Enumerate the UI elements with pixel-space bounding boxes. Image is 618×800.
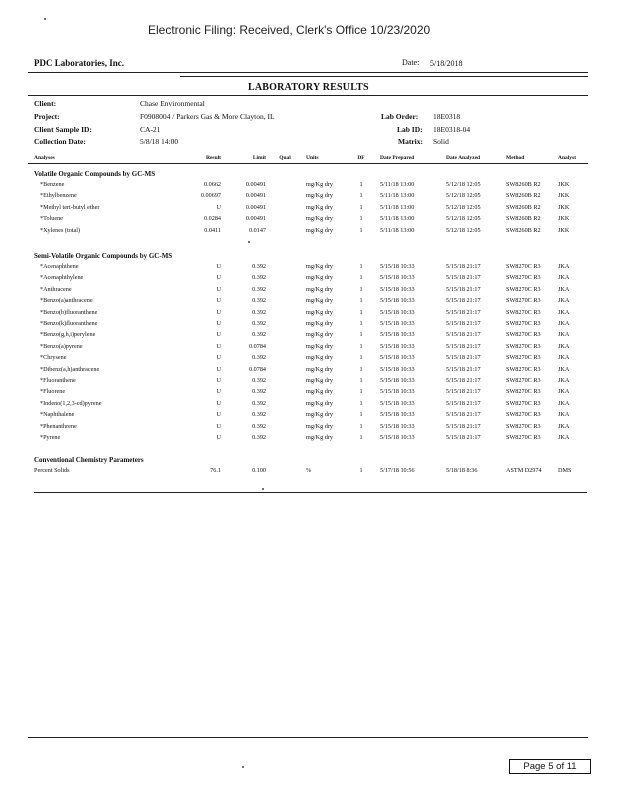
cell-units: mg/Kg dry bbox=[306, 263, 333, 270]
cell-method: SW8270C R3 bbox=[506, 285, 541, 293]
cell-date-analyzed: 5/12/18 12:05 bbox=[446, 181, 481, 188]
cell-date-prepared: 5/11/18 13:00 bbox=[380, 203, 415, 211]
cell-date-prepared: 5/15/18 10:33 bbox=[380, 399, 415, 407]
column-header-date-prepared: Date Prepared bbox=[380, 155, 415, 161]
cell-analyst: JKA bbox=[558, 411, 570, 419]
cell-date-analyzed: 5/15/18 21:17 bbox=[446, 274, 481, 282]
cell-date-analyzed: 5/15/18 21:17 bbox=[446, 308, 481, 316]
cell-result: U bbox=[216, 342, 221, 350]
cell-df: 1 bbox=[359, 274, 363, 282]
project-value: F0908004 / Parkers Gas & More Clayton, IL bbox=[140, 112, 275, 121]
project-label: Project: bbox=[34, 112, 60, 121]
cell-date-analyzed: 5/12/18 12:05 bbox=[446, 226, 481, 234]
cell-analyst: JKA bbox=[558, 354, 570, 362]
section-title: Volatile Organic Compounds by GC-MS bbox=[34, 170, 156, 178]
cell-limit: 0.392 bbox=[252, 320, 266, 327]
cell-method: SW8270C R3 bbox=[506, 422, 541, 430]
cell-limit: 0.392 bbox=[252, 434, 266, 441]
cell-analyses: *Chrysene bbox=[40, 354, 67, 362]
cell-date-analyzed: 5/15/18 21:17 bbox=[446, 342, 481, 350]
cell-analyses: *Benzo(b)fluoranthene bbox=[40, 308, 98, 316]
cell-method: SW8260B R2 bbox=[506, 192, 541, 200]
cell-result: U bbox=[216, 274, 221, 282]
sample-id-label: Client Sample ID: bbox=[34, 125, 92, 134]
cell-result: U bbox=[216, 354, 221, 362]
cell-analyses: *Fluoranthene bbox=[40, 377, 76, 384]
header-rule-thin bbox=[180, 76, 588, 77]
cell-analyst: JKA bbox=[558, 399, 570, 407]
lab-id-label: Lab ID: bbox=[397, 125, 423, 134]
cell-date-prepared: 5/15/18 10:33 bbox=[380, 388, 415, 396]
cell-units: mg/Kg dry bbox=[306, 377, 333, 384]
cell-date-prepared: 5/15/18 10:33 bbox=[380, 422, 415, 430]
cell-analyst: JKA bbox=[558, 308, 570, 316]
cell-analyses: *Benzo(a)anthracene bbox=[40, 297, 93, 305]
cell-limit: 0.100 bbox=[252, 467, 266, 474]
cell-date-analyzed: 5/12/18 12:05 bbox=[446, 192, 481, 200]
cell-analyses: *Fluorene bbox=[40, 388, 66, 396]
cell-df: 1 bbox=[359, 192, 363, 200]
cell-method: SW8270C R3 bbox=[506, 388, 541, 396]
cell-method: SW8260B R2 bbox=[506, 181, 541, 188]
cell-analyst: JKA bbox=[558, 297, 570, 305]
cell-limit: 0.392 bbox=[252, 297, 266, 305]
company-name: PDC Laboratories, Inc. bbox=[34, 58, 124, 68]
cell-limit: 0.392 bbox=[252, 274, 266, 282]
cell-date-prepared: 5/11/18 13:00 bbox=[380, 226, 415, 234]
cell-analyst: JKK bbox=[558, 226, 570, 234]
cell-analyses: Percent Solids bbox=[34, 467, 70, 474]
cell-date-analyzed: 5/15/18 21:17 bbox=[446, 354, 481, 362]
cell-date-analyzed: 5/15/18 21:17 bbox=[446, 320, 481, 327]
cell-result: U bbox=[216, 411, 221, 419]
cell-limit: 0.392 bbox=[252, 308, 266, 316]
cell-units: mg/Kg dry bbox=[306, 331, 333, 339]
cell-date-prepared: 5/15/18 10:33 bbox=[380, 263, 415, 270]
cell-units: mg/Kg dry bbox=[306, 434, 333, 441]
cell-analyses: *Indeno(1,2,3-cd)pyrene bbox=[40, 399, 102, 407]
cell-df: 1 bbox=[359, 377, 363, 384]
cell-result: U bbox=[216, 388, 221, 396]
cell-df: 1 bbox=[359, 331, 363, 339]
cell-date-prepared: 5/15/18 10:33 bbox=[380, 342, 415, 350]
cell-method: SW8270C R3 bbox=[506, 354, 541, 362]
scan-speck bbox=[44, 18, 46, 20]
cell-date-prepared: 5/15/18 10:33 bbox=[380, 308, 415, 316]
cell-date-prepared: 5/15/18 10:33 bbox=[380, 285, 415, 293]
cell-result: U bbox=[216, 377, 221, 384]
cell-date-prepared: 5/15/18 10:33 bbox=[380, 354, 415, 362]
cell-date-prepared: 5/15/18 10:33 bbox=[380, 297, 415, 305]
received-stamp: Electronic Filing: Received, Clerk's Office 10/23/2020 bbox=[148, 23, 431, 37]
column-header-units: Units bbox=[306, 155, 319, 161]
cell-result: U bbox=[216, 399, 221, 407]
cell-units: mg/Kg dry bbox=[306, 399, 333, 407]
cell-analyses: *Acenaphthene bbox=[40, 263, 79, 270]
cell-df: 1 bbox=[359, 308, 363, 316]
cell-units: mg/Kg dry bbox=[306, 320, 333, 327]
cell-analyst: JKK bbox=[558, 215, 570, 223]
client-value: Chase Environmental bbox=[140, 99, 205, 108]
cell-units: mg/Kg dry bbox=[306, 411, 333, 419]
cell-method: ASTM D2974 bbox=[506, 467, 542, 474]
cell-units: mg/Kg dry bbox=[306, 181, 333, 188]
cell-date-analyzed: 5/15/18 21:17 bbox=[446, 263, 481, 270]
cell-result: U bbox=[216, 320, 221, 327]
cell-df: 1 bbox=[359, 354, 363, 362]
cell-units: mg/Kg dry bbox=[306, 274, 333, 282]
cell-units: mg/Kg dry bbox=[306, 365, 333, 373]
cell-date-prepared: 5/15/18 10:33 bbox=[380, 274, 415, 282]
cell-limit: 0.392 bbox=[252, 377, 266, 384]
cell-units: mg/Kg dry bbox=[306, 215, 333, 223]
cell-limit: 0.00491 bbox=[245, 215, 266, 223]
column-header-date-analyzed: Date Analyzed bbox=[446, 155, 481, 161]
cell-analyst: JKK bbox=[558, 181, 570, 188]
cell-method: SW8270C R3 bbox=[506, 320, 541, 327]
cell-analyses: *Toluene bbox=[40, 215, 63, 223]
cell-method: SW8270C R3 bbox=[506, 411, 541, 419]
cell-analyst: JKA bbox=[558, 263, 570, 270]
sample-id-value: CA-21 bbox=[140, 125, 161, 134]
collection-date-label: Collection Date: bbox=[34, 137, 86, 146]
cell-result: U bbox=[216, 203, 221, 211]
cell-limit: 0.00491 bbox=[245, 203, 266, 211]
cell-limit: 0.392 bbox=[252, 354, 266, 362]
cell-df: 1 bbox=[359, 342, 363, 350]
cell-units: mg/Kg dry bbox=[306, 354, 333, 362]
cell-method: SW8270C R3 bbox=[506, 434, 541, 441]
cell-df: 1 bbox=[359, 226, 363, 234]
cell-analyst: JKA bbox=[558, 365, 570, 373]
cell-analyst: JKA bbox=[558, 342, 570, 350]
cell-df: 1 bbox=[359, 263, 363, 270]
cell-method: SW8260B R2 bbox=[506, 215, 541, 223]
cell-analyst: JKA bbox=[558, 388, 570, 396]
cell-units: mg/Kg dry bbox=[306, 192, 333, 200]
cell-method: SW8260B R2 bbox=[506, 203, 541, 211]
cell-result: 0.0411 bbox=[204, 226, 221, 234]
cell-analyst: JKA bbox=[558, 422, 570, 430]
cell-date-prepared: 5/17/18 10:56 bbox=[380, 467, 415, 474]
cell-method: SW8270C R3 bbox=[506, 297, 541, 305]
cell-limit: 0.392 bbox=[252, 263, 266, 270]
cell-limit: 0.00491 bbox=[245, 192, 266, 200]
cell-units: % bbox=[306, 467, 312, 474]
cell-analyses: *Dibenz(a,h)anthracene bbox=[40, 365, 100, 373]
cell-analyses: *Acenaphthylene bbox=[40, 274, 84, 282]
page-number: Page 5 of 11 bbox=[509, 759, 591, 774]
report-date-label: Date: bbox=[402, 58, 420, 67]
cell-limit: 0.392 bbox=[252, 388, 266, 396]
cell-method: SW8270C R3 bbox=[506, 365, 541, 373]
cell-df: 1 bbox=[359, 422, 363, 430]
cell-df: 1 bbox=[359, 411, 363, 419]
cell-date-prepared: 5/11/18 13:00 bbox=[380, 215, 415, 223]
cell-df: 1 bbox=[359, 297, 363, 305]
cell-date-prepared: 5/15/18 10:33 bbox=[380, 331, 415, 339]
cell-limit: 0.392 bbox=[252, 331, 266, 339]
cell-analyst: JKA bbox=[558, 434, 570, 441]
cell-result: U bbox=[216, 263, 221, 270]
cell-units: mg/Kg dry bbox=[306, 203, 333, 211]
scan-speck bbox=[242, 766, 244, 768]
header-rule bbox=[28, 72, 588, 73]
cell-analyst: JKA bbox=[558, 285, 570, 293]
cell-analyses: *Methyl tert-butyl ether bbox=[40, 203, 100, 211]
cell-df: 1 bbox=[359, 285, 363, 293]
cell-result: 0.00697 bbox=[200, 192, 221, 200]
cell-date-analyzed: 5/15/18 21:17 bbox=[446, 434, 481, 441]
cell-date-analyzed: 5/15/18 21:17 bbox=[446, 377, 481, 384]
cell-result: U bbox=[216, 365, 221, 373]
cell-df: 1 bbox=[359, 399, 363, 407]
cell-result: U bbox=[216, 331, 221, 339]
cell-date-analyzed: 5/15/18 21:17 bbox=[446, 285, 481, 293]
cell-analyst: JKK bbox=[558, 192, 570, 200]
cell-date-analyzed: 5/15/18 21:17 bbox=[446, 365, 481, 373]
cell-result: U bbox=[216, 308, 221, 316]
cell-date-prepared: 5/15/18 10:33 bbox=[380, 434, 415, 441]
scan-speck bbox=[262, 488, 264, 490]
cell-method: SW8270C R3 bbox=[506, 274, 541, 282]
cell-limit: 0.00491 bbox=[245, 181, 266, 188]
cell-limit: 0.392 bbox=[252, 399, 266, 407]
column-header-method: Method bbox=[506, 155, 525, 161]
column-header-result: Result bbox=[206, 155, 221, 161]
cell-analyses: *Xylenes (total) bbox=[40, 226, 81, 234]
cell-result: 0.0284 bbox=[203, 215, 221, 223]
cell-df: 1 bbox=[359, 434, 363, 441]
cell-date-analyzed: 5/12/18 12:05 bbox=[446, 215, 481, 223]
cell-analyses: *Benzo(a)pyrene bbox=[40, 342, 83, 350]
cell-analyst: JKA bbox=[558, 377, 570, 384]
cell-df: 1 bbox=[359, 320, 363, 327]
cell-analyst: JKA bbox=[558, 274, 570, 282]
cell-date-analyzed: 5/15/18 21:17 bbox=[446, 411, 481, 419]
lab-id-value: 18E0318-04 bbox=[433, 125, 471, 134]
cell-date-analyzed: 5/15/18 21:17 bbox=[446, 399, 481, 407]
cell-analyst: JKA bbox=[558, 320, 570, 327]
cell-units: mg/Kg dry bbox=[306, 308, 333, 316]
cell-method: SW8260B R2 bbox=[506, 226, 541, 234]
column-header-df: DF bbox=[357, 155, 365, 161]
cell-date-analyzed: 5/15/18 21:17 bbox=[446, 331, 481, 339]
column-header-limit: Limit bbox=[252, 155, 266, 161]
cell-result: 0.0662 bbox=[203, 181, 221, 188]
cell-date-analyzed: 5/18/18 8:36 bbox=[446, 467, 478, 474]
cell-units: mg/Kg dry bbox=[306, 388, 333, 396]
column-header-analyses: Analyses bbox=[34, 155, 55, 161]
cell-result: 76.1 bbox=[210, 467, 221, 474]
cell-limit: 0.392 bbox=[252, 422, 266, 430]
section-title: Conventional Chemistry Parameters bbox=[34, 456, 144, 464]
cell-result: U bbox=[216, 297, 221, 305]
report-date: 5/18/2018 bbox=[430, 59, 463, 68]
cell-analyst: DMS bbox=[558, 467, 572, 474]
cell-date-analyzed: 5/15/18 21:17 bbox=[446, 297, 481, 305]
collection-date-value: 5/8/18 14:00 bbox=[140, 137, 179, 146]
cell-analyses: *Naphthalene bbox=[40, 411, 75, 419]
cell-analyses: *Anthracene bbox=[40, 285, 72, 293]
cell-method: SW8270C R3 bbox=[506, 331, 541, 339]
lab-order-label: Lab Order: bbox=[381, 112, 419, 121]
cell-result: U bbox=[216, 285, 221, 293]
column-header-analyst: Analyst bbox=[558, 155, 577, 161]
cell-df: 1 bbox=[359, 388, 363, 396]
cell-result: U bbox=[216, 434, 221, 441]
page-title: LABORATORY RESULTS bbox=[248, 82, 369, 93]
cell-limit: 0.392 bbox=[252, 411, 266, 419]
cell-date-analyzed: 5/12/18 12:05 bbox=[446, 203, 481, 211]
cell-units: mg/Kg dry bbox=[306, 285, 333, 293]
cell-method: SW8270C R3 bbox=[506, 399, 541, 407]
cell-df: 1 bbox=[359, 467, 363, 474]
cell-analyst: JKA bbox=[558, 331, 570, 339]
cell-df: 1 bbox=[359, 365, 363, 373]
footer-rule bbox=[28, 737, 588, 738]
lab-order-value: 18E0318 bbox=[433, 112, 461, 121]
cell-df: 1 bbox=[359, 181, 363, 188]
cell-date-prepared: 5/15/18 10:33 bbox=[380, 377, 415, 384]
cell-date-prepared: 5/11/18 13:00 bbox=[380, 181, 415, 188]
cell-analyses: *Benzo(g,h,i)perylene bbox=[40, 331, 96, 339]
cell-method: SW8270C R3 bbox=[506, 263, 541, 270]
cell-df: 1 bbox=[359, 215, 363, 223]
column-header-rule bbox=[28, 163, 588, 164]
cell-date-analyzed: 5/15/18 21:17 bbox=[446, 422, 481, 430]
cell-analyses: *Benzene bbox=[40, 181, 65, 188]
title-rule bbox=[28, 95, 588, 96]
column-header-qual: Qual bbox=[279, 155, 291, 161]
cell-method: SW8270C R3 bbox=[506, 308, 541, 316]
cell-units: mg/Kg dry bbox=[306, 297, 333, 305]
cell-df: 1 bbox=[359, 203, 363, 211]
cell-analyses: *Benzo(k)fluoranthene bbox=[40, 320, 98, 327]
cell-limit: 0.0784 bbox=[248, 342, 266, 350]
cell-units: mg/Kg dry bbox=[306, 342, 333, 350]
cell-limit: 0.0147 bbox=[248, 226, 266, 234]
cell-analyses: *Ethylbenzene bbox=[40, 192, 77, 200]
cell-date-prepared: 5/11/18 13:00 bbox=[380, 192, 415, 200]
client-label: Client: bbox=[34, 99, 57, 108]
cell-date-analyzed: 5/15/18 21:17 bbox=[446, 388, 481, 396]
scan-speck bbox=[248, 241, 250, 243]
cell-analyses: *Phenanthrene bbox=[40, 422, 77, 430]
cell-limit: 0.392 bbox=[252, 285, 266, 293]
cell-method: SW8270C R3 bbox=[506, 342, 541, 350]
cell-analyses: *Pyrene bbox=[40, 434, 61, 441]
cell-units: mg/Kg dry bbox=[306, 422, 333, 430]
matrix-value: Solid bbox=[433, 137, 449, 146]
matrix-label: Matrix: bbox=[398, 137, 423, 146]
cell-date-prepared: 5/15/18 10:33 bbox=[380, 320, 415, 327]
cell-date-prepared: 5/15/18 10:33 bbox=[380, 411, 415, 419]
cell-result: U bbox=[216, 422, 221, 430]
cell-method: SW8270C R3 bbox=[506, 377, 541, 384]
section-title: Semi-Volatile Organic Compounds by GC-MS bbox=[34, 252, 173, 260]
cell-analyst: JKK bbox=[558, 203, 570, 211]
cell-limit: 0.0784 bbox=[248, 365, 266, 373]
cell-date-prepared: 5/15/18 10:33 bbox=[380, 365, 415, 373]
table-end-rule bbox=[34, 492, 587, 493]
cell-units: mg/Kg dry bbox=[306, 226, 333, 234]
